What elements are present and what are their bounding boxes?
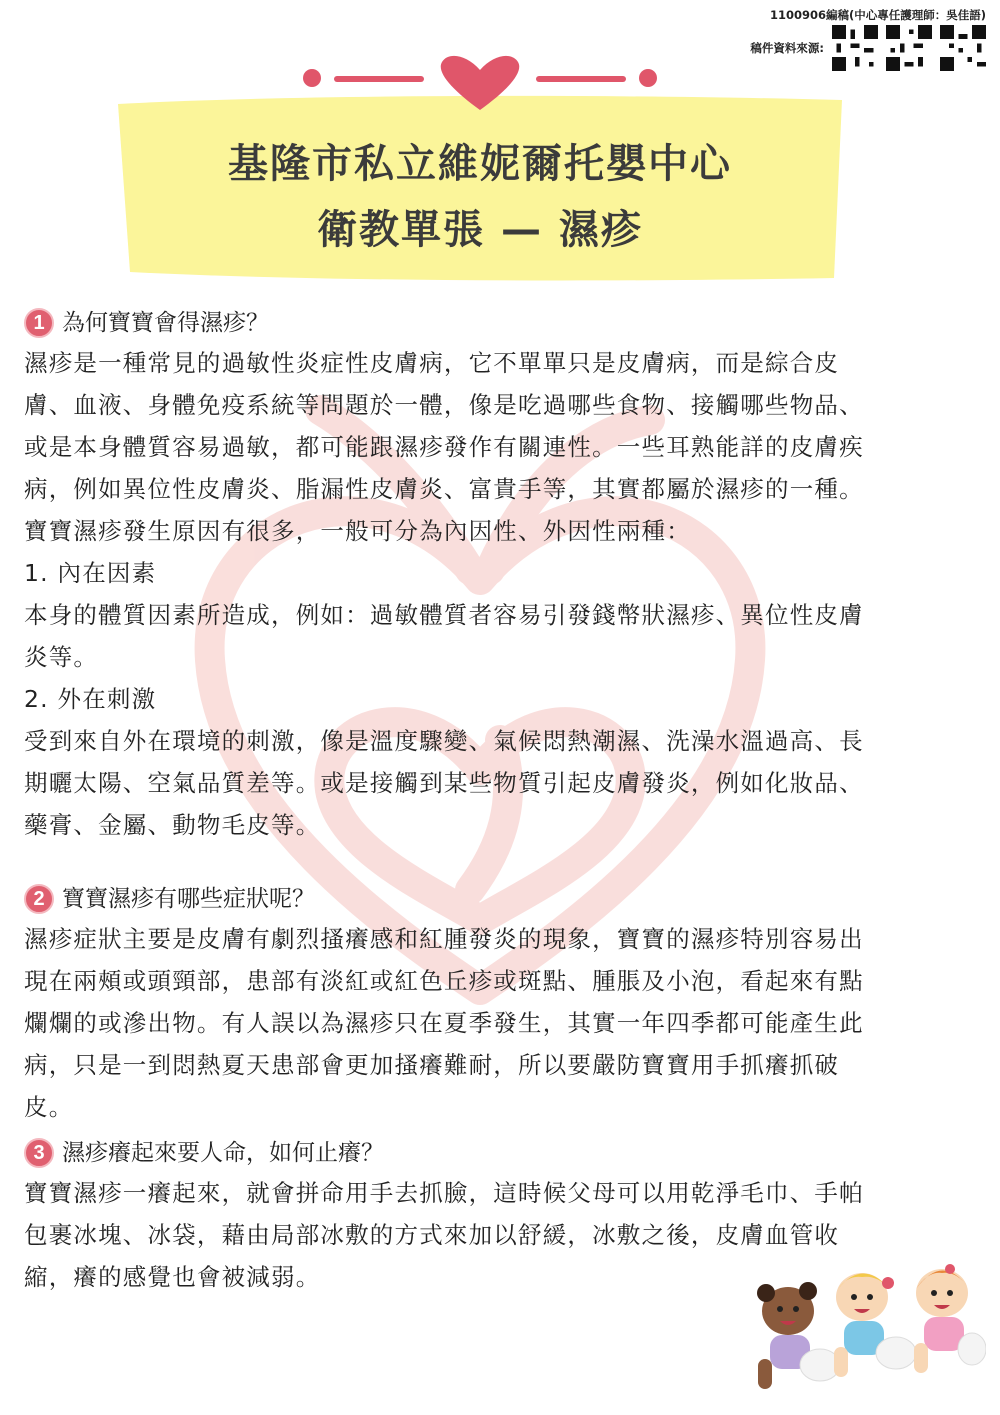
subheading: 2. 外在刺激 [24,685,157,713]
credit-author: 1100906編稿(中心專任護理師：吳佳語) [769,8,986,22]
article-body [24,304,984,1298]
page-title-line-2: 衛教單張 — 濕疹 [317,207,643,253]
title-banner [100,50,860,290]
baby-2-icon [834,1273,916,1377]
text-line: 縮，癢的感覺也會被減弱。 [24,1263,321,1291]
text-line: 病，只是一到悶熱夏天患部會更加搔癢難耐，所以要嚴防寶寶用手抓癢抓破 [24,1051,840,1079]
dash-icon [334,76,424,82]
text-line: 或是本身體質容易過敏，都可能跟濕疹發作有關連性。一些耳熟能詳的皮膚疾 [24,433,864,461]
subheading: 1. 內在因素 [24,559,157,587]
credit-source-row [750,25,986,71]
text-line: 期曬太陽、空氣品質差等。或是接觸到某些物質引起皮膚發炎，例如化妝品、 [24,769,864,797]
number-badge-icon: 3 [24,1138,54,1168]
text-line: 濕疹症狀主要是皮膚有劇烈搔癢感和紅腫發炎的現象，寶寶的濕疹特別容易出 [24,925,864,953]
section-heading-text: 寶寶濕疹有哪些症狀呢？ [62,886,315,912]
text-line: 病，例如異位性皮膚炎、脂漏性皮膚炎、富貴手等，其實都屬於濕疹的一種。 [24,475,864,503]
section-1 [24,304,984,846]
text-line: 現在兩頰或頭頸部，患部有淡紅或紅色丘疹或斑點、腫脹及小泡，看起來有點 [24,967,864,995]
text-line: 本身的體質因素所造成，例如：過敏體質者容易引發錢幣狀濕疹、異位性皮膚 [24,601,864,629]
section-heading [24,1134,984,1172]
baby-1-icon [757,1282,840,1389]
text-line: 包裹冰塊、冰袋，藉由局部冰敷的方式來加以舒緩，冰敷之後，皮膚血管收 [24,1221,840,1249]
paragraph [24,918,984,1128]
number-badge-icon: 2 [24,884,54,914]
section-heading [24,304,984,342]
text-line: 藥膏、金屬、動物毛皮等。 [24,811,321,839]
paragraph [24,720,984,846]
section-2 [24,880,984,1128]
section-heading-text: 為何寶寶會得濕疹？ [62,310,269,336]
dash-icon [536,76,626,82]
crawling-babies-illustration [736,1249,986,1409]
section-spacer [24,846,984,880]
dot-icon [303,69,321,87]
text-line: 濕疹是一種常見的過敏性炎症性皮膚病，它不單單只是皮膚病，而是綜合皮 [24,349,840,377]
qr-code-icon [832,25,878,71]
number-badge-icon: 1 [24,308,54,338]
section-heading [24,880,984,918]
text-line: 皮。 [24,1093,74,1121]
section-heading-text: 濕疹癢起來要人命，如何止癢？ [62,1140,384,1166]
text-line: 受到來自外在環境的刺激，像是溫度驟變、氣候悶熱潮濕、洗澡水溫過高、長 [24,727,864,755]
text-line: 寶寶濕疹發生原因有很多，一般可分為內因性、外因性兩種： [24,517,691,545]
text-line: 寶寶濕疹一癢起來，就會拼命用手去抓臉，這時候父母可以用乾淨毛巾、手帕 [24,1179,864,1207]
text-line: 膚、血液、身體免疫系統等問題於一體，像是吃過哪些食物、接觸哪些物品、 [24,391,864,419]
page-title-line-1: 基隆市私立維妮爾托嬰中心 [228,141,732,187]
paragraph [24,594,984,678]
baby-3-icon [914,1264,986,1373]
paragraph [24,342,984,552]
text-line: 爛爛的或滲出物。有人誤以為濕疹只在夏季發生，其實一年四季都可能產生此 [24,1009,864,1037]
qr-code-icon [886,25,932,71]
dot-icon [639,69,657,87]
credit-block [750,6,986,71]
text-line: 炎等。 [24,643,99,671]
qr-code-icon [940,25,986,71]
credit-source-label: 稿件資料來源: [750,41,824,55]
